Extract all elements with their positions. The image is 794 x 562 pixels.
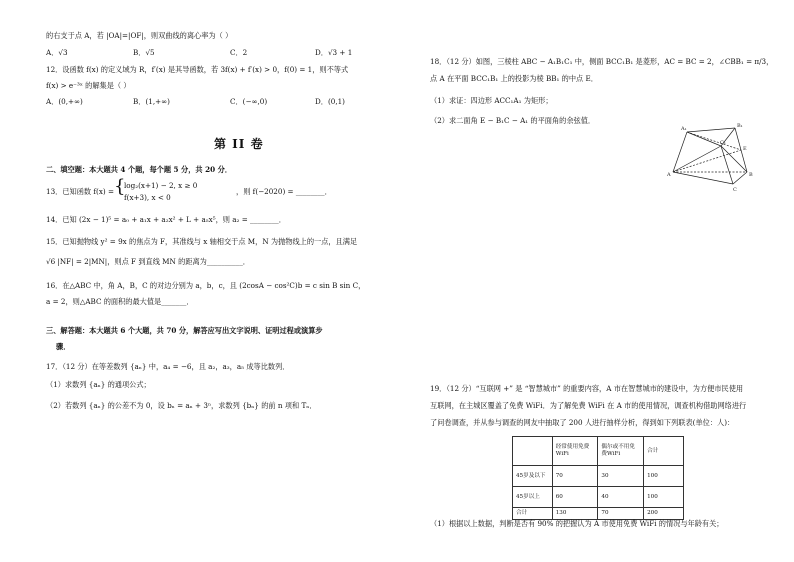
table-row (513, 487, 684, 508)
table-header-cell: 偶尔或不用免费WiFi (598, 437, 644, 466)
q15-line2: √6 |NF| = 2|MN|，则点 F 到直线 MN 的距离为__________． (46, 257, 250, 266)
label-e: E (743, 146, 747, 152)
q18-part1: （1）求证：四边形 ACC₁A₁ 为矩形； (430, 96, 553, 105)
q19-line2: 互联网，在主城区覆盖了免费 WiFi．为了解免费 WiFi 在 A 市的使用情况，调查机构借助网络进行 (430, 401, 747, 410)
table-cell: 100 (644, 466, 684, 487)
table-header-cell (513, 437, 553, 466)
table-cell: 70 (598, 508, 644, 520)
table-cell: 200 (644, 508, 684, 520)
part-title: 第 II 卷 (214, 137, 264, 151)
edge-a-a1 (673, 132, 687, 172)
table-cell: 130 (552, 508, 598, 520)
q11-tail: 的右支于点 A，若 |OA|=|OF|，则双曲线的离心率为（ ） (46, 31, 233, 40)
q12-option-d: D．(0,1) (315, 97, 345, 106)
section-fill-in-heading: 二、填空题：本大题共 4 个题，每个题 5 分，共 20 分． (46, 165, 232, 174)
edge-a1-c1-top (687, 132, 721, 146)
table-header-row (513, 437, 684, 466)
table-cell: 30 (598, 466, 644, 487)
table-cell: 45岁以上 (513, 487, 553, 508)
q19-part1: （1）根据以上数据，判断是否有 90% 的把握认为 A 市使用免费 WiFi 的情况与年龄有关； (430, 519, 724, 528)
q16-line2: a = 2，则△ABC 的面积的最大值是_______． (46, 297, 194, 306)
q14: 14．已知 (2x − 1)⁵ = a₀ + a₁x + a₂x² + L + a₅x⁵，则 a₂ = ________． (46, 215, 286, 224)
q17: 17．（12 分）在等差数列 {aₙ} 中，a₄ = −6，且 a₂，a₃，a₅ 成等比数列． (46, 362, 290, 371)
contingency-table (512, 436, 684, 520)
table-cell: 60 (552, 487, 598, 508)
edge-a-c (673, 172, 733, 184)
edge-a1-e-hidden (687, 132, 741, 150)
q16-line1: 16．在△ABC 中，角 A，B，C 的对边分别为 a，b，c，且 (2cosA − cos²C)b = c sin B sin C， (46, 281, 366, 290)
q15-line1: 15．已知抛物线 y² = 9x 的焦点为 F，其准线与 x 轴相交于点 M，N 为抛物线上的一点，且满足 (46, 237, 358, 246)
q11-option-d: D．√3 + 1 (315, 48, 353, 57)
q17-part1: （1）求数列 {aₙ} 的通项公式； (46, 380, 151, 389)
q13-brace: { (114, 176, 126, 197)
table-header-cell: 合计 (644, 437, 684, 466)
q12-line1: 12．设函数 f(x) 的定义域为 R，f′(x) 是其导函数，若 3f(x) + f′(x) > 0，f(0) = 1，则不等式 (46, 65, 349, 74)
q13-case2: f(x+3), x < 0 (124, 193, 171, 202)
q11-option-b: B．√5 (133, 48, 155, 57)
table-cell: 70 (552, 466, 598, 487)
q13-prefix: 13．已知函数 f(x) = (46, 187, 114, 196)
q18-line1: 18．（12 分）如图，三棱柱 ABC − A₁B₁C₁ 中，侧面 BCC₁B₁ 是菱形，AC = BC = 2，∠CBB₁ = π/3， (430, 57, 774, 66)
q12-option-c: C．(−∞,0) (230, 97, 268, 106)
q19-line3: 了问卷调查，并从参与调查的网友中抽取了 200 人进行抽样分析，得到如下列联表(单位：人)： (430, 418, 735, 427)
q18-line2: 点 A 在平面 BCC₁B₁ 上的投影为棱 BB₁ 的中点 E． (430, 74, 598, 83)
q11-option-c: C．2 (230, 48, 248, 57)
table-cell: 45岁及以下 (513, 466, 553, 487)
label-c: C (733, 187, 737, 193)
q12-option-a: A．(0,+∞) (46, 97, 83, 106)
edge-a1-b1 (687, 128, 735, 132)
label-b1: B₁ (737, 123, 743, 129)
q17-part2: （2）若数列 {aₙ} 的公差不为 0，设 bₙ = aₙ + 3ⁿ，求数列 {bₙ} 的前 n 项和 Tₙ． (46, 401, 317, 410)
label-c1: C₁ (720, 140, 726, 146)
q13-case1: log₂(x+1) − 2, x ≥ 0 (124, 181, 198, 190)
label-a: A (667, 172, 671, 178)
label-b: B (749, 172, 753, 178)
label-a1: A₁ (681, 126, 687, 132)
table-row (513, 508, 684, 520)
q12-line2: f(x) > e⁻³ˣ 的解集是（ ） (46, 81, 131, 90)
q19-line1: 19．（12 分）“互联网 +” 是 “智慧城市” 的重要内容，A 市在智慧城市的建设中，为方便市民使用 (430, 384, 744, 393)
table-cell: 合计 (513, 508, 553, 520)
table-cell: 40 (598, 487, 644, 508)
prism-figure (665, 120, 755, 194)
q13-suffix: ，则 f(−2020) = ________． (236, 187, 332, 196)
table-cell: 100 (644, 487, 684, 508)
q18-part2: （2）求二面角 E − B₁C − A₁ 的平面角的余弦值． (430, 116, 596, 125)
q12-option-b: B．(1,+∞) (133, 97, 170, 106)
table-row (513, 466, 684, 487)
table-header-cell: 经常使用免费WiFi (552, 437, 598, 466)
section-solve-heading-line1: 三、解答题：本大题共 6 个大题，共 70 分，解答应写出文字说明、证明过程或演算步 (46, 326, 323, 335)
edge-b-c (733, 172, 747, 184)
q11-option-a: A．√3 (46, 48, 68, 57)
section-solve-heading-line2: 骤． (56, 342, 71, 351)
